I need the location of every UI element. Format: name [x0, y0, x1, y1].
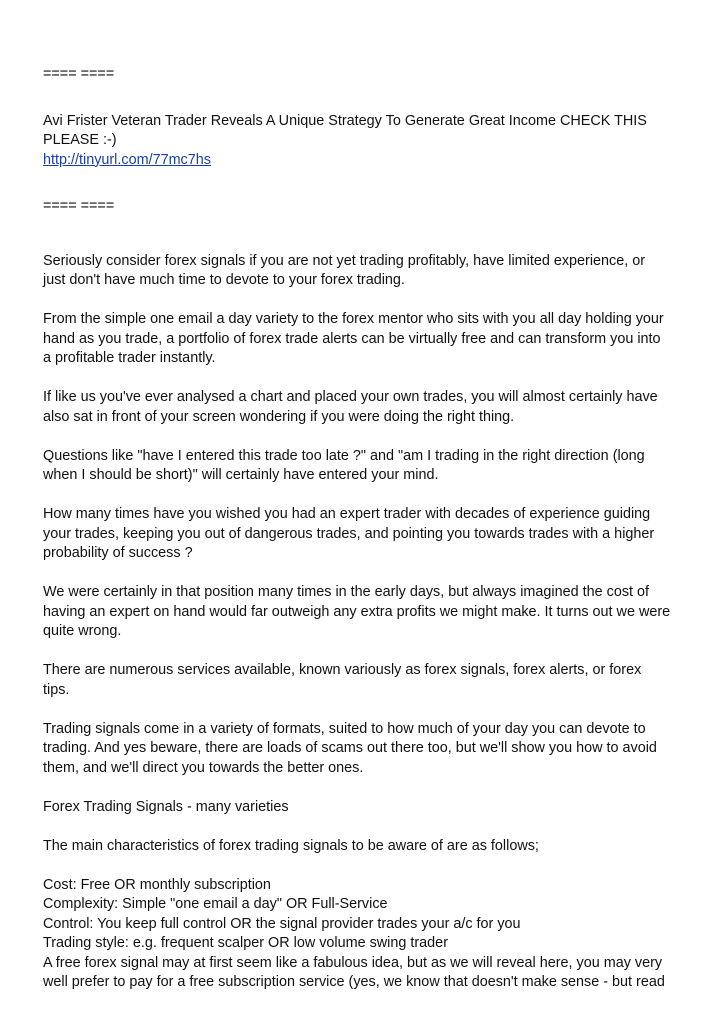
paragraph-line: How many times have you wished you had an expert trader with decades of experience guiding	[43, 506, 651, 522]
paragraph-line: just don't have much time to devote to your forex trading.	[43, 272, 405, 288]
paragraph-line: hand as you trade, a portfolio of forex trade alerts can be virtually free and can transform you into	[43, 330, 661, 347]
promo-text-line-2: PLEASE :-)	[43, 132, 117, 148]
paragraph-line: Complexity: Simple "one email a day" OR Full-Service	[43, 896, 388, 912]
paragraph-line: when I should be short)" will certainly have entered your mind.	[43, 467, 439, 483]
paragraph-line: them, and we'll direct you towards the better ones.	[43, 759, 364, 776]
paragraph-line: There are numerous services available, known variously as forex signals, forex alerts, or forex	[43, 662, 642, 678]
paragraph	[43, 447, 691, 486]
paragraph-line: Questions like "have I entered this trade too late ?" and "am I trading in the right direction (long	[43, 447, 645, 464]
paragraph	[43, 505, 691, 564]
paragraph-line: Trading style: e.g. frequent scalper OR low volume swing trader	[43, 935, 448, 951]
separator-top: ==== ====	[43, 66, 115, 82]
paragraph	[43, 720, 691, 779]
article-body	[43, 252, 691, 993]
separator-bottom: ==== ====	[43, 198, 115, 214]
paragraph-line: Cost: Free OR monthly subscription	[43, 876, 271, 893]
paragraph-line: also sat in front of your screen wondering if you were doing the right thing.	[43, 408, 515, 425]
paragraph-line: Trading signals come in a variety of formats, suited to how much of your day you can devote to	[43, 720, 646, 737]
paragraph	[43, 798, 691, 818]
paragraph-line: We were certainly in that position many times in the early days, but always imagined the cost of	[43, 584, 650, 600]
paragraph-line: quite wrong.	[43, 623, 122, 639]
paragraph	[43, 310, 691, 369]
paragraph-line: From the simple one email a day variety to the forex mentor who sits with you all day holding your	[43, 311, 664, 327]
promo-block	[43, 112, 691, 171]
promo-text-line-1: Avi Frister Veteran Trader Reveals A Unique Strategy To Generate Great Income CHECK THIS	[43, 112, 647, 129]
paragraph	[43, 876, 691, 993]
paragraph-line: tips.	[43, 681, 70, 698]
paragraph-line: Forex Trading Signals - many varieties	[43, 798, 289, 815]
paragraph-line: your trades, keeping you out of dangerous trades, and pointing you towards trades with a higher	[43, 525, 655, 542]
paragraph-line: If like us you've ever analysed a chart and placed your own trades, you will almost certainly have	[43, 389, 658, 405]
paragraph	[43, 583, 691, 642]
paragraph	[43, 837, 691, 857]
paragraph	[43, 388, 691, 427]
page-content	[43, 65, 691, 1012]
paragraph-line: trading. And yes beware, there are loads of scams out there too, but we'll show you how to avoid	[43, 740, 657, 756]
paragraph-line: probability of success ?	[43, 545, 193, 561]
paragraph-line: well prefer to pay for a free subscription service (yes, we know that doesn't make sense - but read	[43, 974, 665, 990]
promo-link[interactable]: http://tinyurl.com/77mc7hs	[43, 151, 211, 168]
paragraph-line: The main characteristics of forex trading signals to be aware of are as follows;	[43, 837, 539, 854]
paragraph-line: A free forex signal may at first seem like a fabulous idea, but as we will reveal here, you may very	[43, 954, 663, 971]
paragraph-line: Control: You keep full control OR the signal provider trades your a/c for you	[43, 915, 521, 932]
paragraph-line: having an expert on hand would far outweigh any extra profits we might make. It turns out we were	[43, 603, 671, 620]
paragraph	[43, 661, 691, 700]
paragraph-line: a profitable trader instantly.	[43, 350, 216, 366]
paragraph-line: Seriously consider forex signals if you are not yet trading profitably, have limited experience, or	[43, 252, 646, 269]
paragraph	[43, 252, 691, 291]
